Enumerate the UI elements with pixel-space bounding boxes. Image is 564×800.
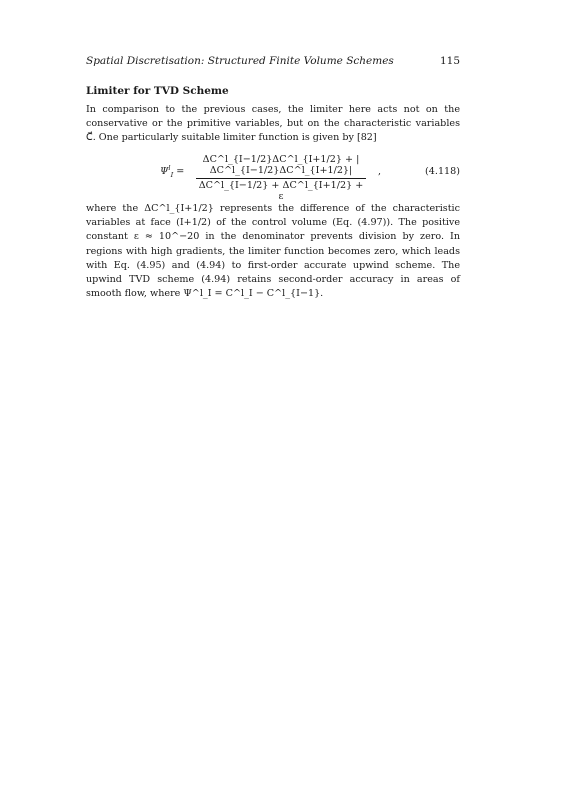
paragraph-intro — [86, 103, 460, 146]
equation-number: (4.118) — [425, 166, 460, 177]
equation-denominator: ΔC^l_{I−1/2} + ΔC^l_{I+1/2} + ε — [198, 180, 364, 202]
equation-fraction — [196, 154, 366, 202]
equation-lhs: $\Psi^l_I$ = — [160, 163, 185, 179]
paragraph-explanation — [86, 202, 460, 301]
paragraph-intro-text: In comparison to the previous cases, the limiter here acts not on the conservative or the primitive variables, but on the characteristic variables C⃗. One particularly suitable limiter function is given by [82] — [86, 104, 460, 144]
equation-numerator: ΔC^l_{I−1/2}ΔC^l_{I+1/2} + |ΔC^l_{I−1/2}ΔC^l_{I+1/2}| — [202, 154, 360, 176]
equation-4-118 — [86, 154, 460, 202]
fraction-bar — [196, 178, 366, 179]
page-number: 115 — [439, 55, 460, 67]
section-heading: Limiter for TVD Scheme — [86, 85, 229, 97]
running-header — [86, 54, 460, 68]
equation-comma: , — [378, 166, 382, 177]
running-header-title: Spatial Discretisation: Structured Finite Volume Schemes — [86, 55, 394, 67]
paragraph-explanation-text: where the ΔC^l_{I+1/2} represents the difference of the characteristic variables at face (I+1/2) of the control volume (Eq. (4.97)). The positive constant ε ≈ 10^−20 in the denominator prevents division by zero. In regions with high gradients, the limiter function becomes zero, which leads with Eq. (4.95) and (4.94) to first-order accurate upwind scheme. The upwind TVD scheme (4.94) retains second-order accuracy in areas of smooth flow, where Ψ^l_I = C^l_I − C^l_{I−1}. — [86, 203, 460, 300]
